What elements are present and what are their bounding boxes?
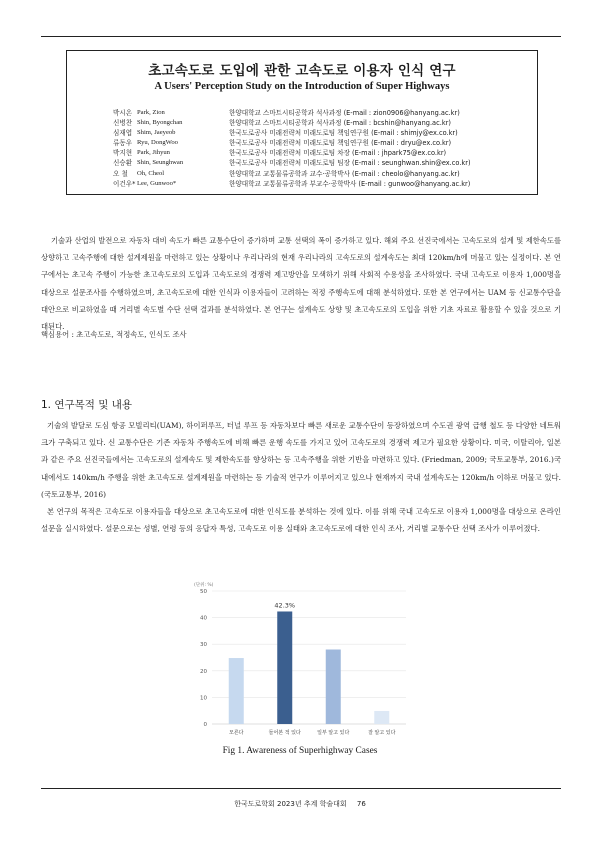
data-label: 42.3% [274, 601, 296, 610]
y-tick-label: 0 [203, 722, 207, 728]
author-name-ko: 이건우* [113, 179, 136, 188]
paragraph: 기술의 발달로 도심 항공 모빌리티(UAM), 하이퍼루프, 터널 루프 등 자동차보다 빠른 새로운 교통수단이 등장하였으며 수도권 광역 급행 철도 등 다양한 네트워크가 구축되고 있다. 신 교통수단은 기존 자동차 주행속도에 비해 빠른 운행 속도를 가지고 있어 고속도로의 경쟁력 제고가 필요한 상황이다. 미국, 이탈리아, 일본과 같은 주요 선진국들에서는 고속도로의 설계속도 및 제한속도를 향상하는 등 고속주행을 위한 기반을 마련하고 있다. (Friedman, 2009; 국토교통부, 2016.)국내에서도 140km/h 주행을 위한 초고속도로 설계제원을 마련하는 등 기술적 연구가 이루어지고 있으나 현재까지 국내 설계속도는 120km/h 이하로 머물고 있다. (국토교통부, 2016) [41, 421, 561, 499]
top-rule [41, 36, 561, 37]
page-number: 76 [356, 800, 366, 808]
x-tick-label: 들어본 적 있다 [268, 730, 301, 736]
author-affiliation: 한양대학교 교통물류공학과 부교수·공학박사 (E-mail : gunwoo@hanyang.ac.kr) [229, 179, 471, 188]
author-name-ko: 신병찬 [113, 119, 133, 128]
author-affiliation: 한국도로공사 미래전략처 미래도로팀 책임연구원 (E-mail : dryu@ex.co.kr) [229, 139, 452, 148]
bar [229, 658, 244, 724]
x-tick-label: 일부 알고 있다 [317, 730, 350, 736]
section-title: 1. 연구목적 및 내용 [41, 399, 133, 411]
author-affiliation: 한양대학교 교통물류공학과 교수·공학박사 (E-mail : cheolo@hanyang.ac.kr) [229, 169, 460, 178]
author-affiliation: 한국도로공사 미래전략처 미래도로팀 책임연구원 (E-mail : shimjy@ex.co.kr) [229, 129, 458, 138]
page-footer [0, 799, 600, 809]
awareness-bar-chart [192, 578, 412, 748]
x-tick-label: 잘 알고 있다 [368, 730, 396, 736]
y-tick-label: 30 [200, 642, 207, 649]
title-english: A Users' Perception Study on the Introduction of Super Highways [154, 81, 450, 92]
keywords: 핵심용어 : 초고속도로, 적정속도, 인식도 조사 [41, 330, 187, 339]
author-row [113, 148, 471, 158]
author-name-ko: 류동우 [113, 139, 133, 148]
bar [277, 611, 292, 724]
author-row [113, 169, 471, 179]
author-name-en: Shin, Seunghwan [137, 159, 184, 167]
bar [326, 650, 341, 724]
author-affiliation: 한양대학교 스마트시티공학과 석사과정 (E-mail : bcshin@hanyang.ac.kr) [229, 119, 451, 128]
author-affiliation: 한양대학교 스마트시티공학과 석사과정 (E-mail : zion0906@hanyang.ac.kr) [229, 109, 460, 117]
bar [374, 711, 389, 724]
author-name-en: Lee, Gunwoo* [137, 179, 177, 187]
abstract: 기술과 산업의 발전으로 자동차 대비 속도가 빠른 교통수단이 증가하며 교통 선택의 폭이 증가하고 있다. 해외 주요 선진국에서는 고속도로의 설계 및 제한속도를 상향하고 고속주행에 대한 설계제원을 마련하고 있는 상황이나 우리나라의 현재 우리나라의 고속도로의 설계속도는 최대 120km/h에 머물고 있는 실정이다. 본 연구에서는 초고속 주행이 가능한 초고속도로의 도입과 고속도로의 경쟁력 제고방안을 모색하기 위해 사회적 수용성을 조사하였다. 국내 고속도로 이용자 1,000명을 대상으로 설문조사를 수행하였으며, 초고속도로에 대한 인식과 이용자들이 고려하는 적정 주행속도에 대해 분석하였다. 또한 본 연구에서는 UAM 등 신교통수단을 대안으로 비교하였을 때 거리별 속도별 수단 선택 결과를 분석하였다. 본 연구는 설계속도 상향 및 초고속도로의 도입을 위한 기초 자료로 활용할 수 있을 것으로 기대된다. [41, 236, 561, 332]
author-row [113, 108, 471, 118]
author-name-en: Shin, Byongchan [137, 119, 183, 127]
x-tick-label: 모른다 [229, 730, 244, 736]
author-row [113, 138, 471, 148]
y-tick-label: 20 [200, 668, 207, 675]
section-body [41, 417, 561, 537]
author-row [113, 158, 471, 168]
y-axis-label: (단위: %) [194, 583, 214, 588]
author-name-en: Oh, Cheol [137, 169, 165, 177]
author-name-ko: 박시온 [113, 109, 133, 117]
title-box [66, 50, 538, 195]
author-affiliation: 한국도로공사 미래전략처 미래도로팀 팀장 (E-mail : seunghwan.shin@ex.co.kr) [229, 159, 471, 168]
author-name-ko: 신승환 [113, 159, 133, 168]
author-name-en: Ryu, DongWoo [137, 139, 178, 147]
title-korean: 초고속도로 도입에 관한 고속도로 이용자 인식 연구 [148, 63, 456, 79]
y-tick-label: 10 [200, 695, 207, 702]
author-name-en: Shim, Jaeyeob [137, 129, 176, 137]
figure-caption: Fig 1. Awareness of Superhighway Cases [222, 746, 378, 756]
bottom-rule [41, 788, 561, 789]
author-list [113, 108, 471, 189]
author-row [113, 179, 471, 189]
author-row [113, 118, 471, 128]
conference-name: 한국도로학회 2023년 추계 학술대회 [234, 800, 347, 808]
y-tick-label: 50 [200, 589, 207, 595]
y-tick-label: 40 [200, 615, 207, 622]
author-name-ko: 박지현 [113, 149, 133, 158]
author-row [113, 128, 471, 138]
author-name-ko: 심재엽 [113, 129, 133, 138]
author-affiliation: 한국도로공사 미래전략처 미래도로팀 차장 (E-mail : jhpark75@ex.co.kr) [229, 149, 447, 158]
author-name-ko: 오 철 [113, 169, 128, 178]
author-name-en: Park, Jihyun [137, 149, 170, 157]
author-name-en: Park, Zion [137, 109, 165, 116]
paragraph: 본 연구의 목적은 고속도로 이용자들을 대상으로 초고속도로에 대한 인식도를 분석하는 것에 있다. 이를 위해 국내 고속도로 이용자 1,000명을 대상으로 온라인 설문을 실시하였다. 설문으로는 성별, 연령 등의 응답자 특성, 고속도로 이용 실태와 초고속도로에 대한 인식 조사, 거리별 교통수단 선택 조사가 이루어졌다. [41, 507, 561, 534]
